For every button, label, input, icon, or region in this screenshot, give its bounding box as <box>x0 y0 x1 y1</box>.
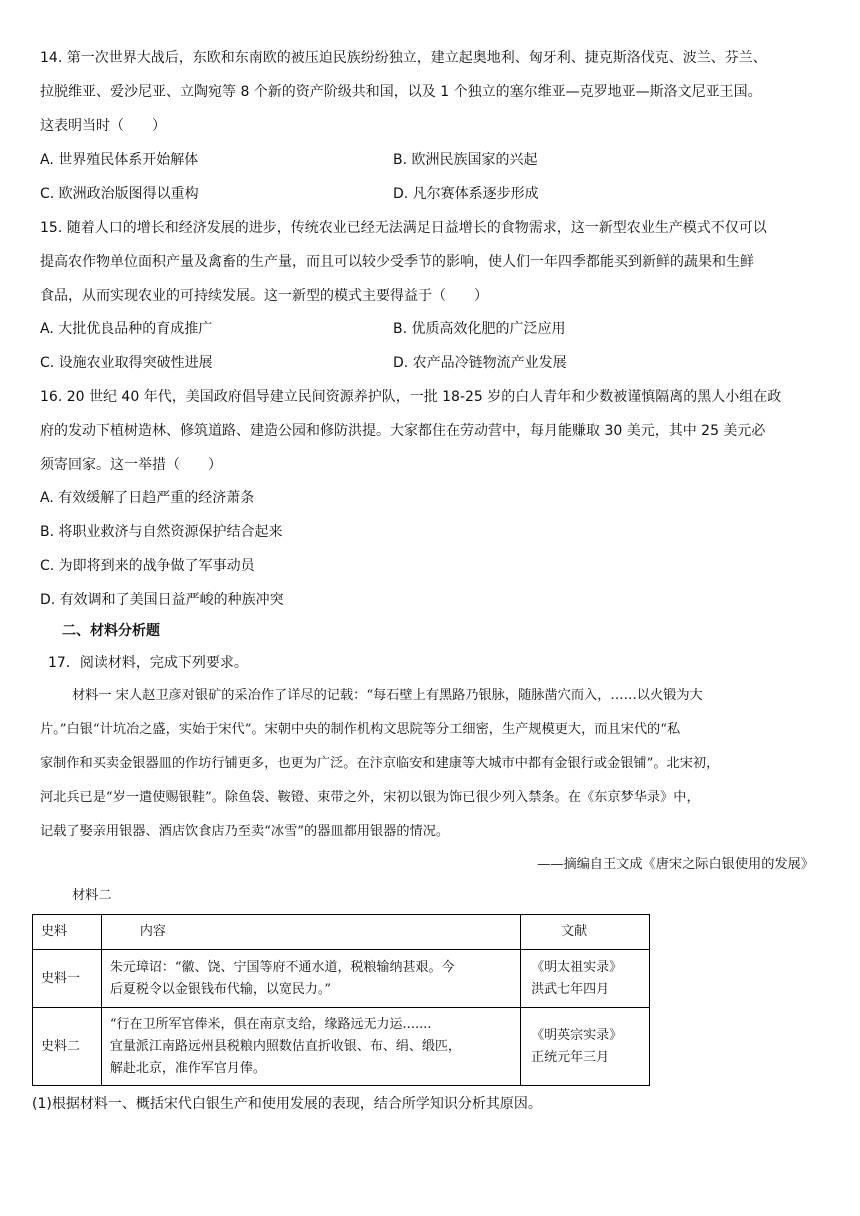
q16-option-d[interactable]: D. 有效调和了美国日益严峻的种族冲突 <box>40 592 284 608</box>
q16-option-a[interactable]: A. 有效缓解了日趋严重的经济萧条 <box>40 490 255 506</box>
row-name-cell: 史料二 <box>33 1008 102 1086</box>
q16-option-b[interactable]: B. 将职业救济与自然资源保护结合起来 <box>40 524 283 540</box>
row-content-cell <box>101 1008 520 1086</box>
material1-line-4: 河北兵已是“岁一遣使赐银鞋”。除鱼袋、鞍镫、束带之外，宋初以银为饰已很少列入禁条。在《东京梦华录》中， <box>40 790 700 805</box>
material1-line-2: 片。”白银“计坑冶之盛，实始于宋代”。宋朝中央的制作机构文思院等分工细密，生产规模更大，而且宋代的“私 <box>40 722 681 737</box>
q15-option-d[interactable]: D. 农产品冷链物流产业发展 <box>393 355 567 371</box>
q15-stem-line-2: 提高农作物单位面积产量及禽畜的生产量，而且可以较少受季节的影响，使人们一年四季都能买到新鲜的蔬果和生鲜 <box>40 254 754 270</box>
header-cell-name <box>33 915 102 950</box>
section-heading: 二、材料分析题 <box>62 623 160 639</box>
row-content-cell <box>101 950 520 1008</box>
material1-line-3: 家制作和买卖金银器皿的作坊行铺更多，也更为广泛。在汴京临安和建康等大城市中都有金银行或金银铺”。北宋初， <box>40 756 720 771</box>
table-row <box>33 950 650 1008</box>
material1-line-1: 材料一 宋人赵卫彦对银矿的采冶作了详尽的记载：“每石壁上有黑路乃银脉，随脉凿穴而入，……以火锻为大 <box>72 688 703 703</box>
header-label: 内容 <box>139 924 166 939</box>
q15-option-b[interactable]: B. 优质高效化肥的广泛应用 <box>393 321 566 337</box>
q14-stem-line-2: 拉脱维亚、爱沙尼亚、立陶宛等 8 个新的资产阶级共和国，以及 1 个独立的塞尔维亚—克罗地亚—斯洛文尼亚王国。 <box>40 84 762 100</box>
content-line: “行在卫所军官俸米，俱在南京支给，缘路远无力运....... <box>109 1016 432 1032</box>
q16-stem-line-2: 府的发动下植树造林、修筑道路、建造公园和修防洪提。大家都住在劳动营中，每月能赚取 30 美元，其中 25 美元必 <box>40 423 766 439</box>
q16-stem-line-1: 16. 20 世纪 40 年代，美国政府倡导建立民间资源养护队，一批 18-25 岁的白人青年和少数被谨慎隔离的黑人小组在政 <box>40 389 782 405</box>
historical-records-table <box>32 914 650 1086</box>
q17-sub-question-1: (1)根据材料一、概括宋代白银生产和使用发展的表现，结合所学知识分析其原因。 <box>32 1096 542 1112</box>
row-source-cell <box>521 1008 650 1086</box>
content-line: 朱元璋诏：“徽、饶、宁国等府不通水道，税粮输纳甚艰。今 <box>109 959 455 975</box>
table-header-row <box>33 915 650 950</box>
row-name-cell: 史料一 <box>33 950 102 1008</box>
header-label: 文献 <box>561 924 588 939</box>
q16-stem-line-3: 须寄回家。这一举措（ ） <box>40 457 222 473</box>
content-line: 宜量派江南路远州县税粮内照数估直折收银、布、绢、缎匹， <box>109 1038 461 1054</box>
header-cell-content <box>101 915 520 950</box>
source-line: 正统元年三月 <box>531 1049 610 1065</box>
header-cell-source <box>521 915 650 950</box>
q14-option-b[interactable]: B. 欧洲民族国家的兴起 <box>393 152 538 168</box>
content-line: 解赴北京，准作军官月俸。 <box>109 1060 266 1076</box>
content-line: 后夏税令以金银钱布代输，以宽民力。” <box>109 981 332 997</box>
q14-option-c[interactable]: C. 欧洲政治版图得以重构 <box>40 186 199 202</box>
source-line: 洪武七年四月 <box>531 981 610 997</box>
q14-stem-line-3: 这表明当时（ ） <box>40 118 166 134</box>
table-row <box>33 1008 650 1086</box>
q14-stem-line-1: 14. 第一次世界大战后，东欧和东南欧的被压迫民族纷纷独立，建立起奥地利、匈牙利、捷克斯洛伐克、波兰、芬兰、 <box>40 50 767 66</box>
q14-option-a[interactable]: A. 世界殖民体系开始解体 <box>40 152 199 168</box>
q14-option-d[interactable]: D. 凡尔赛体系逐步形成 <box>393 186 539 202</box>
q16-option-c[interactable]: C. 为即将到来的战争做了军事动员 <box>40 558 255 574</box>
q15-stem-line-1: 15. 随着人口的增长和经济发展的进步，传统农业已经无法满足日益增长的食物需求，这一新型农业生产模式不仅可以 <box>40 220 767 236</box>
q17-intro: 17．阅读材料，完成下列要求。 <box>48 655 248 671</box>
material2-label: 材料二 <box>72 888 112 903</box>
source-line: 《明太祖实录》 <box>531 959 623 975</box>
q15-stem-line-3: 食品，从而实现农业的可持续发展。这一新型的模式主要得益于（ ） <box>40 288 488 304</box>
q15-option-a[interactable]: A. 大批优良品种的育成推广 <box>40 321 213 337</box>
material1-source: ——摘编自王文成《唐宋之际白银使用的发展》 <box>537 857 814 872</box>
material1-line-5: 记载了娶亲用银器、酒店饮食店乃至卖“冰雪”的器皿都用银器的情况。 <box>40 824 450 839</box>
q15-option-c[interactable]: C. 设施农业取得突破性进展 <box>40 355 213 371</box>
row-source-cell <box>521 950 650 1008</box>
header-label: 史料 <box>41 924 68 939</box>
source-line: 《明英宗实录》 <box>531 1027 623 1043</box>
